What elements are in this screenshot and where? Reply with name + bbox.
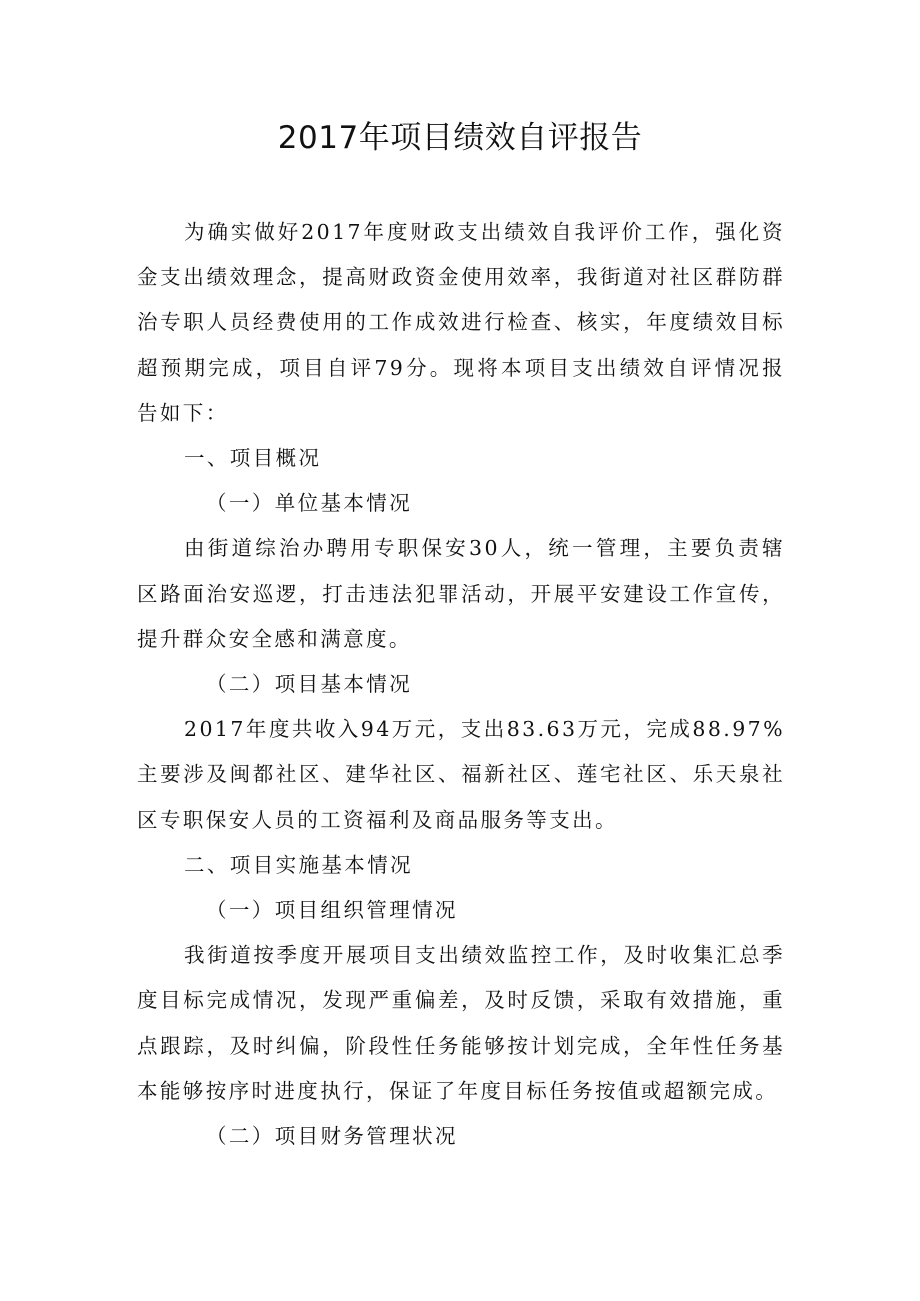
unit-info-paragraph: 由街道综治办聘用专职保安30人，统一管理，主要负责辖区路面治安巡逻，打击违法犯罪活动，开展平安建设工作宣传，提升群众安全感和满意度。 <box>137 536 785 651</box>
document-title: 2017年项目绩效自评报告 <box>277 120 643 156</box>
document-body <box>137 210 785 1159</box>
section-heading-implementation: 二、项目实施基本情况 <box>184 852 413 877</box>
subsection-heading-project-info: （二）项目基本情况 <box>206 672 413 697</box>
subsection-heading-organization: （一）项目组织管理情况 <box>206 898 458 923</box>
project-info-paragraph: 2017年度共收入94万元，支出83.63万元，完成88.97%主要涉及闽都社区、建华社区、福新社区、莲宅社区、乐天泉社区专职保安人员的工资福利及商品服务等支出。 <box>137 717 785 832</box>
organization-paragraph: 我街道按季度开展项目支出绩效监控工作，及时收集汇总季度目标完成情况，发现严重偏差，及时反馈，采取有效措施，重点跟踪，及时纠偏，阶段性任务能够按计划完成，全年性任务基本能够按序时进度执行，保证了年度目标任务按值或超额完成。 <box>137 943 785 1103</box>
section-heading-project-overview: 一、项目概况 <box>184 446 322 471</box>
subsection-heading-finance: （二）项目财务管理状况 <box>206 1124 458 1149</box>
intro-paragraph: 为确实做好2017年度财政支出绩效自我评价工作，强化资金支出绩效理念，提高财政资金使用效率，我街道对社区群防群治专职人员经费使用的工作成效进行检查、核实，年度绩效目标超预期完成，项目自评79分。现将本项目支出绩效自评情况报告如下： <box>137 220 785 425</box>
subsection-heading-unit-info: （一）单位基本情况 <box>206 491 413 516</box>
